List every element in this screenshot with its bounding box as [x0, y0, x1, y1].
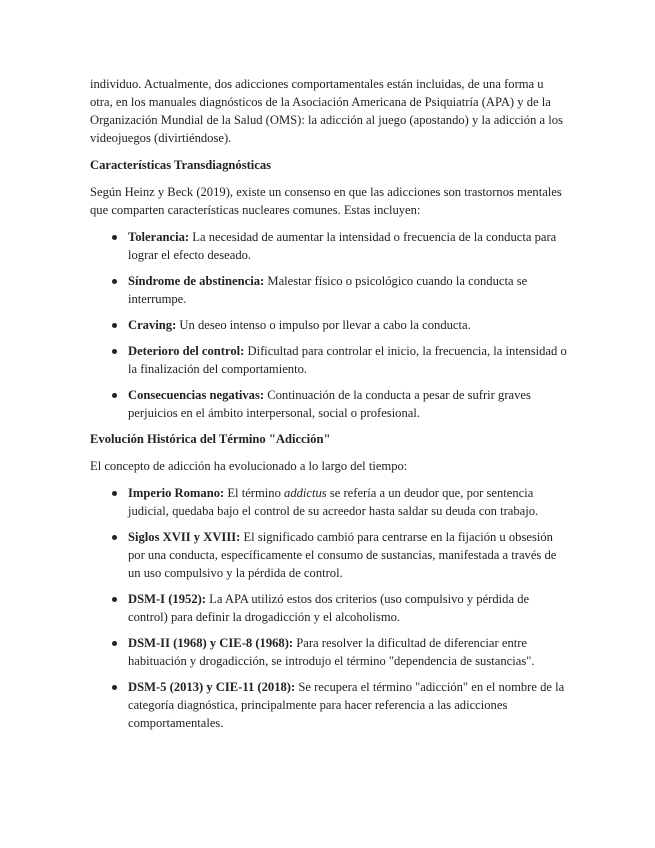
list-item-term: DSM-5 (2013) y CIE-11 (2018): [128, 680, 296, 694]
list-item [90, 678, 568, 732]
list-item-term: DSM-I (1952): [128, 592, 206, 606]
list-item-text: Un deseo intenso o impulso por llevar a cabo la conducta. [176, 318, 471, 332]
section-lead-transdiagnostic: Según Heinz y Beck (2019), existe un consenso en que las adicciones son trastornos mentales que comparten características nucleares comunes. Estas incluyen: [90, 185, 562, 217]
bullet-icon [112, 685, 117, 690]
bullet-icon [112, 279, 117, 284]
bullet-icon [112, 393, 117, 398]
list-item-text: Para resolver la dificultad de diferenciar entre habituación y drogadicción, se introdujo el término "dependencia de sustancias". [128, 636, 535, 668]
list-item [90, 228, 568, 264]
list-item [90, 634, 568, 670]
list-item-term: Imperio Romano: [128, 486, 225, 500]
bullet-icon [112, 235, 117, 240]
list-item-term: Consecuencias negativas: [128, 388, 265, 402]
bullet-icon [112, 323, 117, 328]
list-item-text: La APA utilizó estos dos criterios (uso compulsivo y pérdida de control) para definir la drogadicción y el alcoholismo. [128, 592, 530, 624]
list-item [90, 342, 568, 378]
transdiagnostic-list [90, 228, 568, 422]
list-item-term: DSM-II (1968) y CIE-8 (1968): [128, 636, 294, 650]
list-item [90, 484, 568, 520]
latin-term: addictus [284, 486, 327, 500]
list-item-text: Se recupera el término "adicción" en el nombre de la categoría diagnóstica, principalmente para hacer referencia a las adicciones comportamentales. [128, 680, 565, 730]
list-item [90, 316, 568, 334]
bullet-icon [112, 641, 117, 646]
history-list [90, 484, 568, 732]
list-item-term: Siglos XVII y XVIII: [128, 530, 241, 544]
bullet-icon [112, 597, 117, 602]
bullet-icon [112, 535, 117, 540]
list-item [90, 590, 568, 626]
list-item-text: Malestar físico o psicológico cuando la conducta se interrumpe. [128, 274, 528, 306]
list-item [90, 272, 568, 308]
list-item-text: Continuación de la conducta a pesar de sufrir graves perjuicios en el ámbito interpersonal, social o profesional. [128, 388, 531, 420]
intro-paragraph: individuo. Actualmente, dos adicciones comportamentales están incluidas, de una forma u otra, en los manuales diagnósticos de la Asociación Americana de Psiquiatría (APA) y de la Organización Mundial de la Salud (OMS): la adicción al juego (apostando) y la adicción a los videojuegos (divirtiéndose). [90, 77, 563, 145]
list-item-text: se refería a un deudor que, por sentencia judicial, quedaba bajo el control de su acreedor hasta saldar su deuda con trabajo. [128, 486, 539, 518]
list-item-text: La necesidad de aumentar la intensidad o frecuencia de la conducta para lograr el efecto deseado. [128, 230, 557, 262]
bullet-icon [112, 491, 117, 496]
section-lead-history: El concepto de adicción ha evolucionado a lo largo del tiempo: [90, 459, 408, 473]
list-item-term: Tolerancia: [128, 230, 190, 244]
list-item-term: Síndrome de abstinencia: [128, 274, 265, 288]
list-item [90, 386, 568, 422]
document-page [90, 75, 568, 740]
section-heading-transdiagnostic: Características Transdiagnósticas [90, 158, 272, 172]
list-item-text: El significado cambió para centrarse en la fijación u obsesión por una conducta, específicamente el consumo de sustancias, manifestada a través de un uso compulsivo y la pérdida de control. [128, 530, 557, 580]
section-heading-history: Evolución Histórica del Término "Adicción" [90, 432, 331, 446]
list-item-term: Craving: [128, 318, 177, 332]
list-item-term: Deterioro del control: [128, 344, 245, 358]
list-item-text: Dificultad para controlar el inicio, la frecuencia, la intensidad o la finalización del comportamiento. [128, 344, 567, 376]
list-item-text: El término [224, 486, 285, 500]
list-item [90, 528, 568, 582]
bullet-icon [112, 349, 117, 354]
